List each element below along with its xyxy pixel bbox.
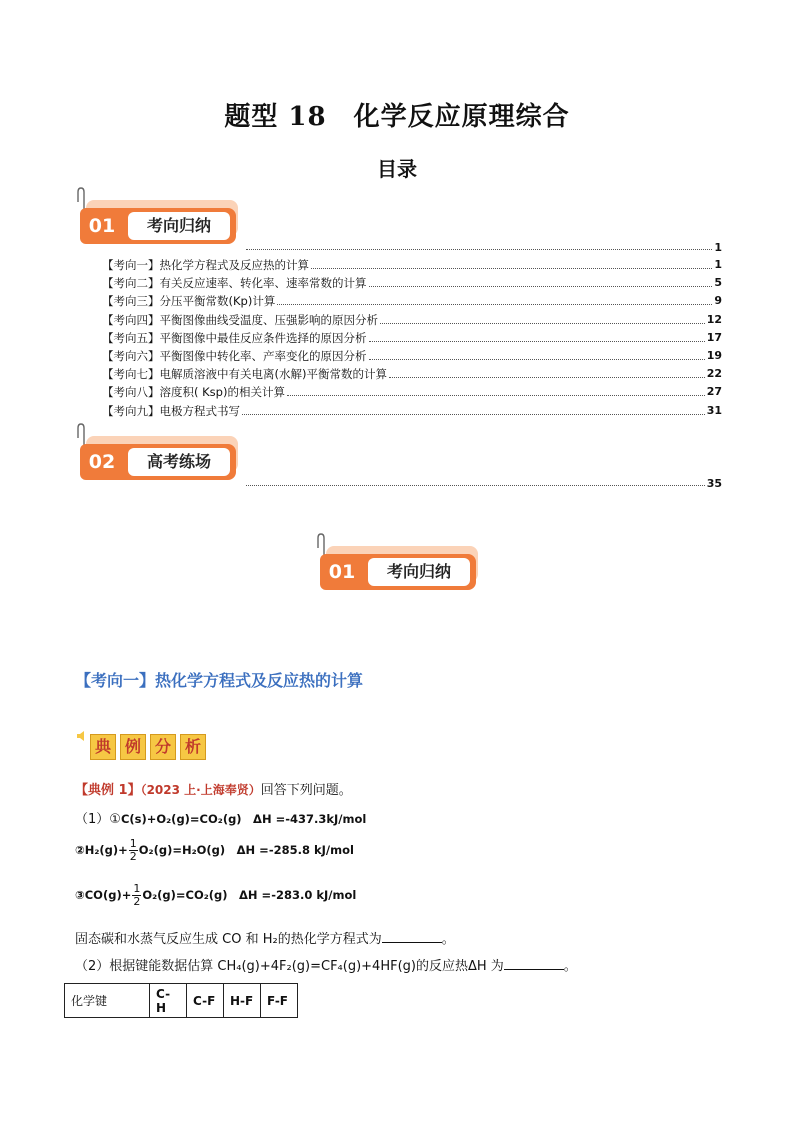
banner-label: 高考练场 xyxy=(128,448,230,476)
toc-page: 31 xyxy=(706,403,722,417)
toc-page: 35 xyxy=(706,477,722,490)
equation-2: ②H₂(g)+ $\frac{1}{2}$ O₂(g)=H₂O(g) ΔH =-285.8 kJ/mol xyxy=(75,837,354,863)
toc-page: 17 xyxy=(706,330,722,344)
toc-item[interactable] xyxy=(102,330,722,346)
banner-number: 01 xyxy=(320,554,364,590)
badge-char: 例 xyxy=(120,734,146,760)
table-cell: F-F xyxy=(261,984,298,1018)
toc-item-label: 【考向八】溶度积( Ksp)的相关计算 xyxy=(102,385,285,400)
toc-heading: 目录 xyxy=(377,157,417,181)
answer-blank[interactable] xyxy=(504,957,564,970)
toc-item[interactable] xyxy=(102,384,722,400)
badge-char: 分 xyxy=(150,734,176,760)
question-2: （2）根据键能数据估算 CH₄(g)+4F₂(g)=CF₄(g)+4HF(g)的反应热ΔH 为 。 xyxy=(75,959,577,974)
banner-section-1-heading xyxy=(320,546,476,590)
toc-page: 22 xyxy=(706,367,722,381)
toc-item[interactable] xyxy=(102,403,722,419)
toc-item[interactable] xyxy=(102,275,722,291)
toc-item[interactable] xyxy=(102,312,722,328)
toc-page: 5 xyxy=(714,276,722,290)
toc-item-label: 【考向三】分压平衡常数(Kp)计算 xyxy=(102,294,276,309)
toc-item[interactable] xyxy=(102,348,722,364)
toc-item-label: 【考向二】有关反应速率、转化率、速率常数的计算 xyxy=(102,276,367,291)
page-title: 题型 18 化学反应原理综合 xyxy=(224,102,570,132)
toc-line-section-1[interactable] xyxy=(246,238,722,254)
speaker-icon xyxy=(76,730,88,742)
toc-page: 27 xyxy=(706,385,722,399)
banner-number: 02 xyxy=(80,444,124,480)
badge-char: 典 xyxy=(90,734,116,760)
table-cell: H-F xyxy=(224,984,261,1018)
toc-item-label: 【考向九】电极方程式书写 xyxy=(102,403,240,418)
answer-blank[interactable] xyxy=(382,930,442,943)
toc-page: 12 xyxy=(706,312,722,326)
example-badge xyxy=(76,728,206,764)
table-cell: C-H xyxy=(150,984,187,1018)
table-cell: C-F xyxy=(187,984,224,1018)
toc-line-section-2[interactable] xyxy=(246,474,722,490)
toc-item-label: 【考向一】热化学方程式及反应热的计算 xyxy=(102,258,309,272)
equation-1: （1）①C(s)+O₂(g)=CO₂(g) ΔH =-437.3kJ/mol xyxy=(75,812,367,827)
badge-char: 析 xyxy=(180,734,206,760)
question-1: 固态碳和水蒸气反应生成 CO 和 H₂的热化学方程式为 。 xyxy=(75,932,455,947)
banner-label: 考向归纳 xyxy=(128,212,230,240)
banner-section-1[interactable] xyxy=(80,200,236,244)
toc-item[interactable] xyxy=(102,293,722,309)
example-header: 【典例 1】（2023 上·上海奉贤）回答下列问题。 xyxy=(75,783,352,798)
banner-number: 01 xyxy=(80,208,124,244)
table-row xyxy=(65,984,298,1018)
section-heading: 【考向一】热化学方程式及反应热的计算 xyxy=(75,671,364,690)
equation-3: ③CO(g)+ $\frac{1}{2}$ O₂(g)=CO₂(g) ΔH =-283.0 kJ/mol xyxy=(75,882,357,908)
table-header-cell: 化学键 xyxy=(65,984,150,1018)
toc-item[interactable] xyxy=(102,257,722,273)
toc-item-label: 【考向五】平衡图像中最佳反应条件选择的原因分析 xyxy=(102,330,367,345)
toc-page: 1 xyxy=(714,258,722,271)
toc-page: 19 xyxy=(706,349,722,362)
toc-item[interactable] xyxy=(102,366,722,382)
banner-label: 考向归纳 xyxy=(368,558,470,586)
toc-item-label: 【考向四】平衡图像曲线受温度、压强影响的原因分析 xyxy=(102,312,378,327)
bond-energy-table xyxy=(64,983,298,1018)
banner-section-2[interactable] xyxy=(80,436,236,480)
toc-item-label: 【考向七】电解质溶液中有关电离(水解)平衡常数的计算 xyxy=(102,367,387,382)
toc-page: 9 xyxy=(714,294,722,308)
toc-page: 1 xyxy=(714,241,722,254)
toc-item-label: 【考向六】平衡图像中转化率、产率变化的原因分析 xyxy=(102,349,367,363)
